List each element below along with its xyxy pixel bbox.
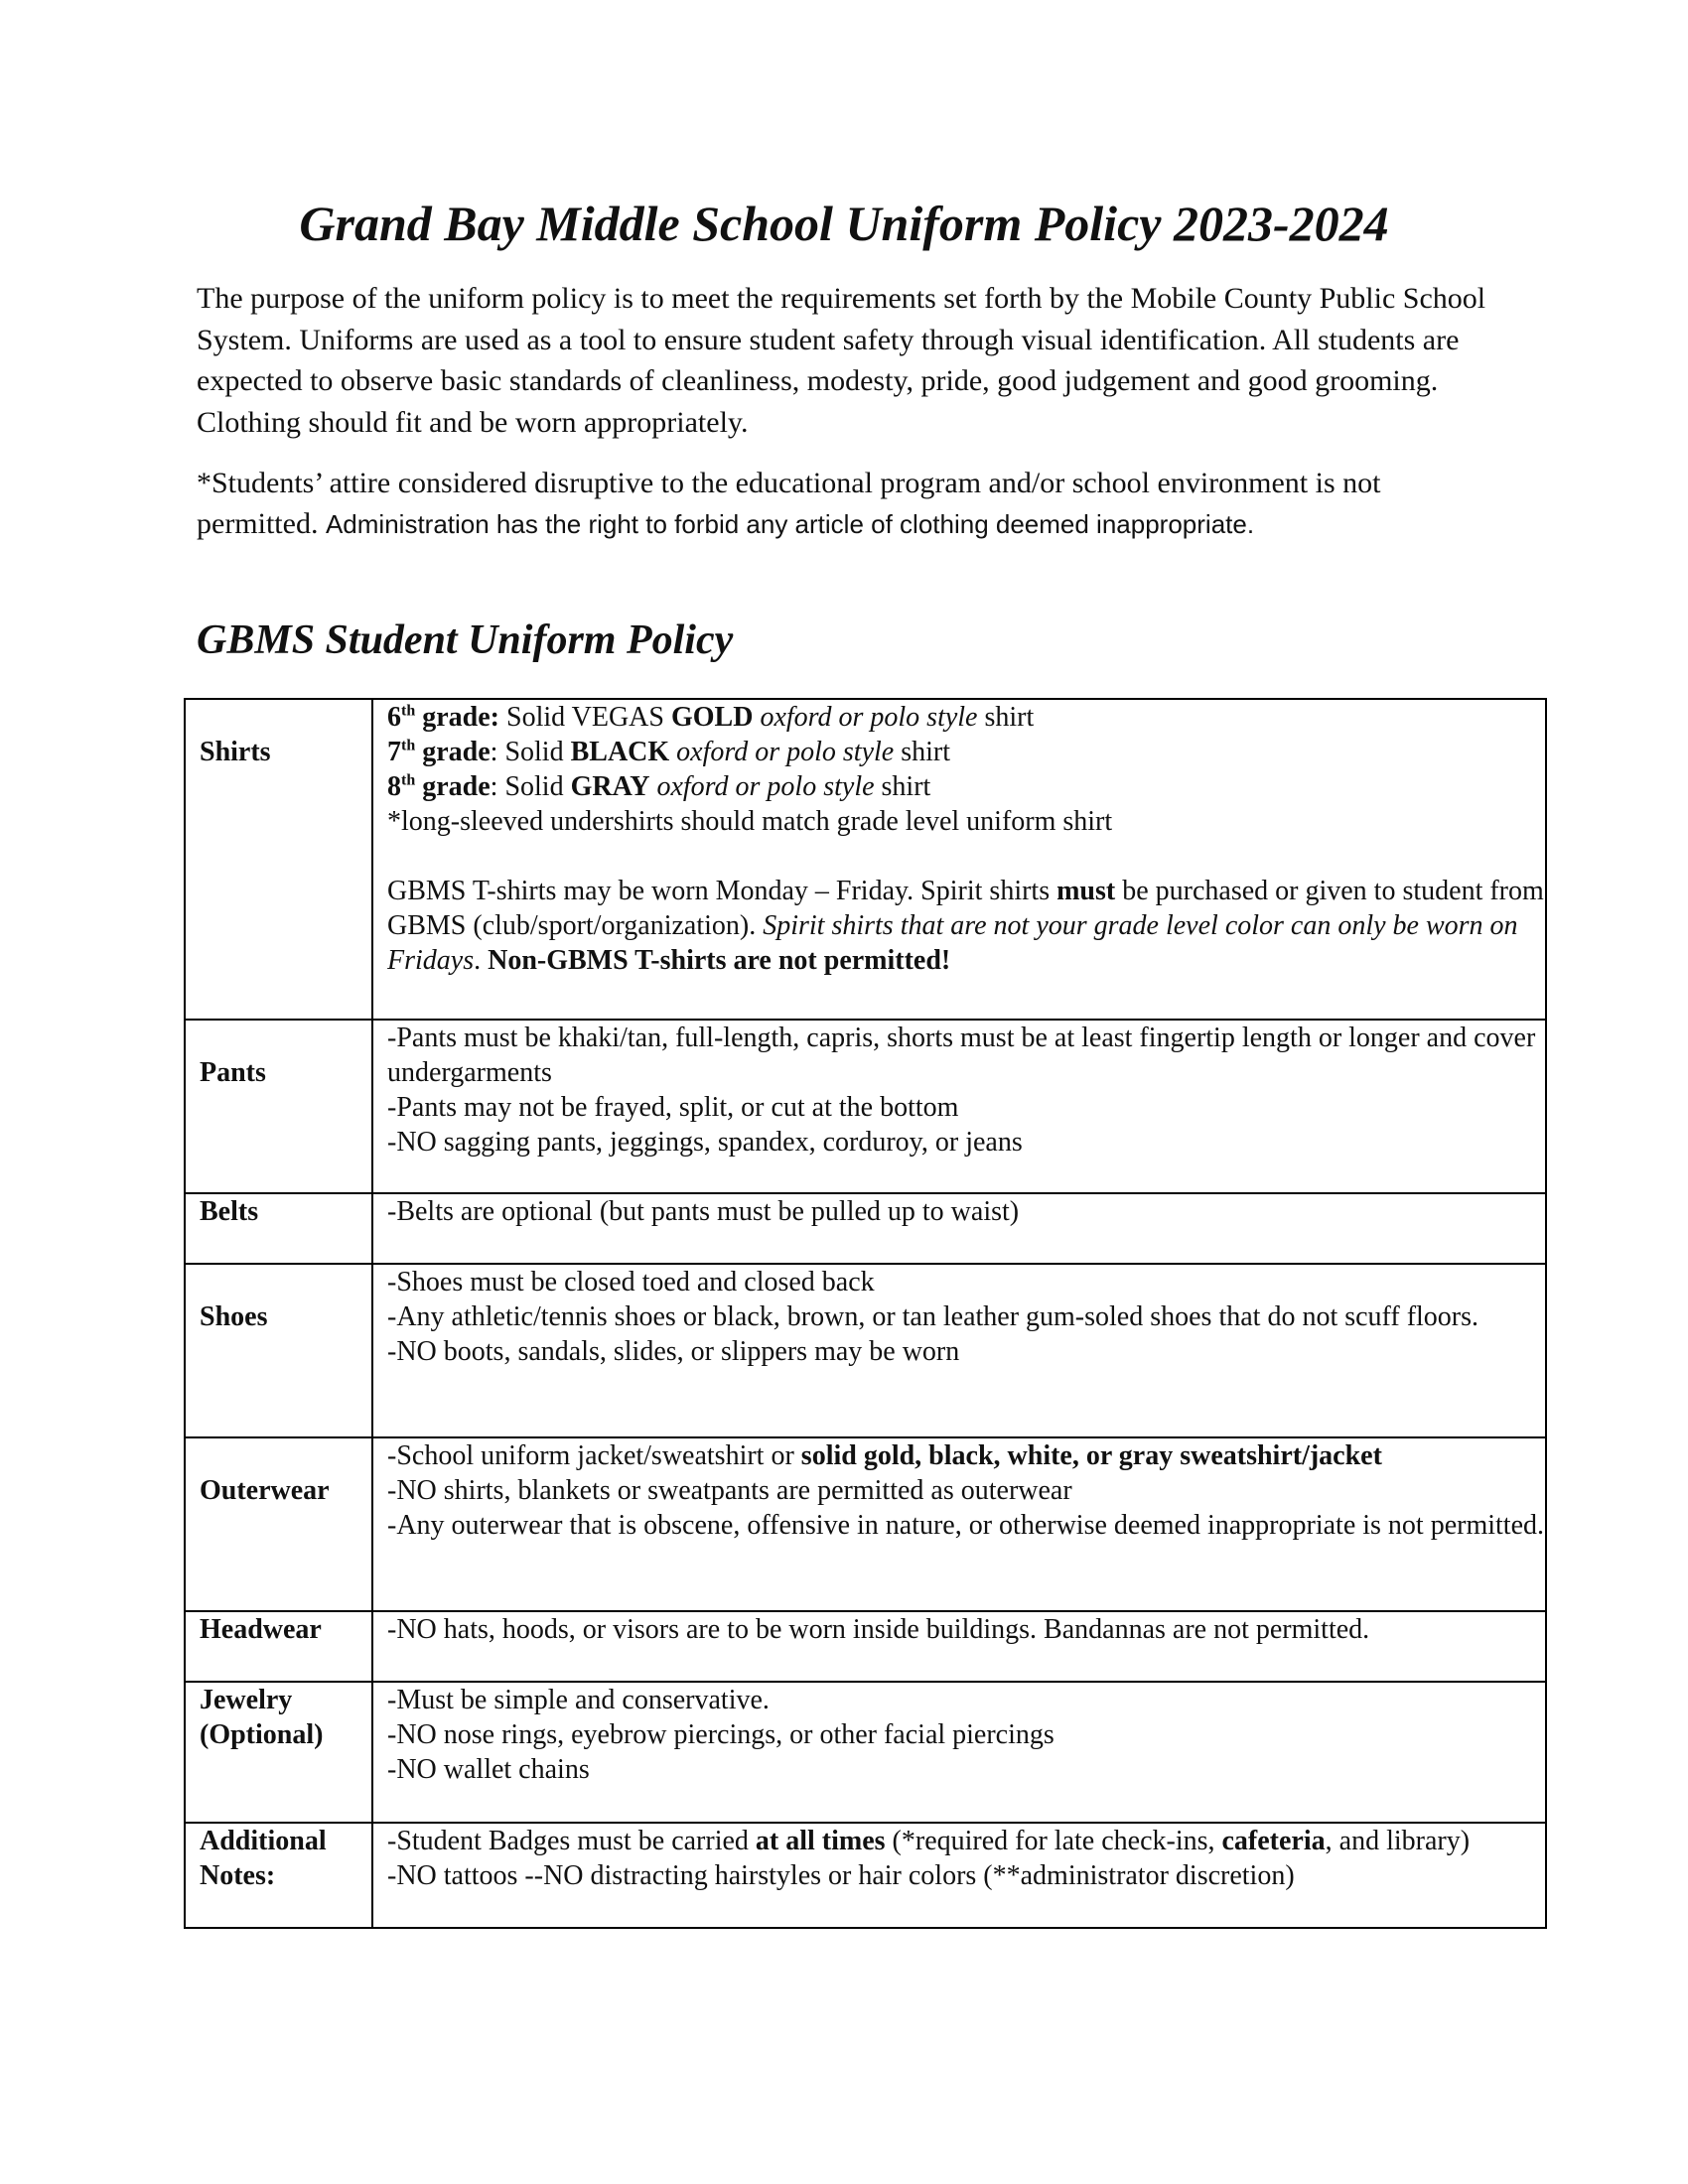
- grade-word: grade: [415, 737, 491, 767]
- rule-text: -School uniform jacket/sweatshirt or: [387, 1440, 801, 1471]
- page-title: Grand Bay Middle School Uniform Policy 2023-2024: [299, 196, 1389, 251]
- rule-line: -NO shirts, blankets or sweatpants are permitted as outerwear: [387, 1475, 1072, 1506]
- shirt-style: oxford or polo style: [669, 737, 895, 767]
- shirt-color: GOLD: [670, 702, 754, 733]
- grade-8-line: [387, 769, 1545, 804]
- rule-line: -Any athletic/tennis shoes or black, brown, or tan leather gum-soled shoes that do not scuff floors.: [387, 1301, 1479, 1332]
- rule-line: [387, 1824, 1545, 1858]
- row-label-text: Headwear: [200, 1614, 322, 1645]
- shirt-style: oxford or polo style: [649, 771, 875, 802]
- table-row-shirts: [185, 699, 1546, 1020]
- intro-paragraph: The purpose of the uniform policy is to meet the requirements set forth by the Mobile County Public School System. Uniforms are used as a tool to ensure student safety through visual identification. All students are expected to observe basic standards of cleanliness, modesty, pride, good judgement and good grooming. Clothing should fit and be worn appropriately.: [197, 282, 1486, 439]
- tshirt-text: GBMS T-shirts may be worn Monday – Friday. Spirit shirts: [387, 876, 1057, 906]
- row-label-text: Shirts: [200, 737, 271, 767]
- row-label-headwear: [185, 1611, 372, 1682]
- shirt-word: shirt: [874, 771, 931, 802]
- rule-line: -Belts are optional (but pants must be pulled up to waist): [387, 1196, 1020, 1227]
- allowed-colors: solid gold, black, white, or gray sweatshirt/jacket: [800, 1440, 1382, 1471]
- tshirt-paragraph: [387, 874, 1545, 978]
- rule-line: -Pants must be khaki/tan, full-length, capris, shorts must be at least fingertip length or longer and cover undergarments: [387, 1023, 1536, 1088]
- shirt-style: oxford or polo style: [753, 702, 978, 733]
- row-label-text: Belts: [200, 1196, 259, 1227]
- grade-number: 8: [387, 771, 401, 802]
- table-row-outerwear: [185, 1437, 1546, 1611]
- shirt-word: shirt: [977, 702, 1035, 733]
- table-row-jewelry: [185, 1682, 1546, 1823]
- table-row-belts: [185, 1193, 1546, 1264]
- row-label-jewelry: [185, 1682, 372, 1823]
- row-content-headwear: [372, 1611, 1546, 1682]
- table-row-pants: [185, 1020, 1546, 1193]
- uniform-policy-table: [184, 698, 1547, 1929]
- undershirt-note: *long-sleeved undershirts should match grade level uniform shirt: [387, 806, 1113, 837]
- ordinal-suffix: th: [401, 737, 416, 754]
- note-text-sans: Administration has the right to forbid any article of clothing deemed inappropriate.: [325, 509, 1255, 539]
- solid-text: : Solid: [490, 771, 571, 802]
- grade-word: grade:: [415, 702, 499, 733]
- row-label-text: (Optional): [200, 1719, 324, 1750]
- grade-number: 6: [387, 702, 401, 733]
- grade-7-line: [387, 735, 1545, 769]
- row-content-outerwear: [372, 1437, 1546, 1611]
- row-content-additional-notes: [372, 1823, 1546, 1928]
- rule-text: , and library): [1325, 1826, 1471, 1856]
- rule-line: -Shoes must be closed toed and closed back: [387, 1267, 875, 1297]
- shirt-color: GRAY: [570, 771, 650, 802]
- rule-line: -Any outerwear that is obscene, offensive in nature, or otherwise deemed inappropriate is not permitted.: [387, 1510, 1544, 1541]
- row-label-text: Outerwear: [200, 1475, 330, 1506]
- table-row-headwear: [185, 1611, 1546, 1682]
- row-label-text: Additional: [200, 1826, 327, 1856]
- rule-line: -NO hats, hoods, or visors are to be worn inside buildings. Bandannas are not permitted.: [387, 1614, 1370, 1645]
- row-label-text: Shoes: [200, 1301, 268, 1332]
- row-label-additional-notes: [185, 1823, 372, 1928]
- shirt-color: BLACK: [570, 737, 670, 767]
- row-content-shirts: [372, 699, 1546, 1020]
- row-label-shirts: [185, 699, 372, 1020]
- rule-line: -NO wallet chains: [387, 1754, 590, 1785]
- solid-text: Solid VEGAS: [499, 702, 671, 733]
- table-row-shoes: [185, 1264, 1546, 1437]
- rule-line: -NO nose rings, eyebrow piercings, or other facial piercings: [387, 1719, 1055, 1750]
- rule-line: -Must be simple and conservative.: [387, 1685, 770, 1715]
- spirit-shirt-rule: Spirit shirts that are not your grade level color can only be worn on Fridays: [387, 910, 1518, 976]
- tshirt-text: .: [474, 945, 489, 976]
- rule-text: (*required for late check-ins,: [885, 1826, 1222, 1856]
- non-gbms-rule: Non-GBMS T-shirts are not permitted!: [488, 945, 951, 976]
- rule-line: [387, 1438, 1545, 1473]
- row-label-pants: [185, 1020, 372, 1193]
- tshirt-text: be purchased or given to student from GBMS (club/sport/organization).: [387, 876, 1544, 941]
- row-label-belts: [185, 1193, 372, 1264]
- solid-text: : Solid: [490, 737, 571, 767]
- row-label-outerwear: [185, 1437, 372, 1611]
- row-label-text: Jewelry: [200, 1685, 293, 1715]
- row-content-belts: [372, 1193, 1546, 1264]
- section-subtitle: GBMS Student Uniform Policy: [197, 617, 734, 663]
- grade-number: 7: [387, 737, 401, 767]
- note-text-serif: *Students’ attire considered disruptive to the educational program and/or school environment is not permitted.: [197, 467, 1381, 540]
- ordinal-suffix: th: [401, 771, 416, 789]
- rule-text: -Student Badges must be carried: [387, 1826, 756, 1856]
- rule-line: -Pants may not be frayed, split, or cut at the bottom: [387, 1092, 959, 1123]
- grade-6-line: [387, 700, 1545, 735]
- rule-line: -NO tattoos --NO distracting hairstyles or hair colors (**administrator discretion): [387, 1860, 1295, 1891]
- table-row-additional-notes: [185, 1823, 1546, 1928]
- emphasis-text: cafeteria: [1221, 1826, 1326, 1856]
- row-label-shoes: [185, 1264, 372, 1437]
- grade-word: grade: [415, 771, 491, 802]
- emphasis-text: at all times: [755, 1826, 886, 1856]
- disruptive-attire-note: [197, 463, 1487, 545]
- row-content-jewelry: [372, 1682, 1546, 1823]
- rule-line: -NO sagging pants, jeggings, spandex, corduroy, or jeans: [387, 1127, 1023, 1158]
- ordinal-suffix: th: [401, 702, 416, 720]
- tshirt-must: must: [1056, 876, 1116, 906]
- shirt-word: shirt: [894, 737, 951, 767]
- row-label-text: Pants: [200, 1057, 266, 1088]
- row-label-text: Notes:: [200, 1860, 276, 1891]
- rule-line: -NO boots, sandals, slides, or slippers may be worn: [387, 1336, 960, 1367]
- row-content-shoes: [372, 1264, 1546, 1437]
- row-content-pants: [372, 1020, 1546, 1193]
